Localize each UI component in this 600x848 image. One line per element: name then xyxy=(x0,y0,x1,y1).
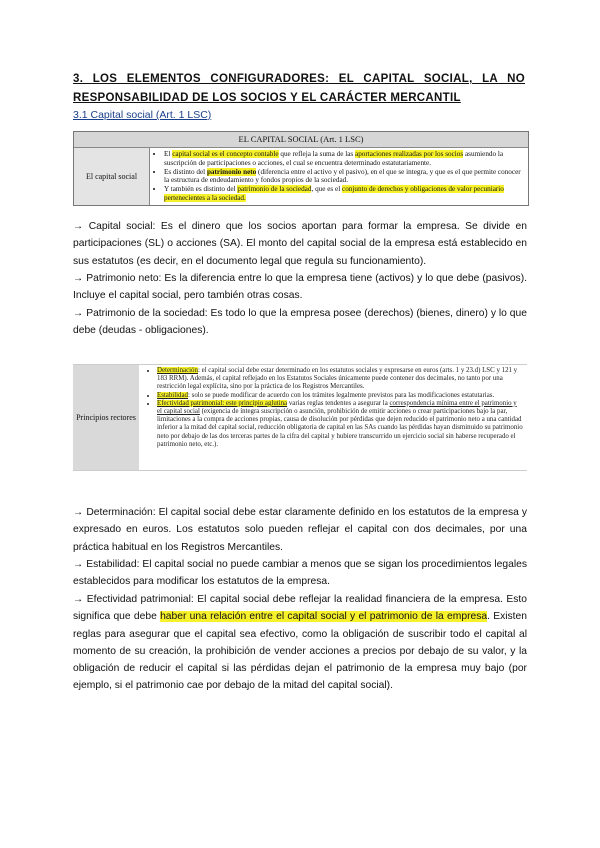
table-row-content xyxy=(139,365,527,470)
paragraph-estabilidad: → Estabilidad: El capital social no puede cambiar a menos que se sigan los procedimientos legales establecidos para modificar los estatutos de la empresa. xyxy=(73,559,527,588)
principios-rectores-table xyxy=(73,364,527,471)
section-heading-line1: 3. LOS ELEMENTOS CONFIGURADORES: EL CAPITAL SOCIAL, LA NO xyxy=(73,73,525,85)
list-item: • Y también es distinto del patrimonio de la sociedad, que es el conjunto de derechos y obligaciones de valor pecuniario pertenecientes a la sociedad. xyxy=(164,185,522,203)
subsection-heading: 3.1 Capital social (Art. 1 LSC) xyxy=(73,109,212,121)
paragraph-capital-social: → Capital social: Es el dinero que los socios aportan para formar la empresa. Se divide en participaciones (SL) o acciones (SA). El monto del capital social de la empresa está establecido en sus estatutos (es decir, en el documento legal que regula su funcionamiento). xyxy=(73,221,527,267)
section-heading-line2: RESPONSABILIDAD DE LOS SOCIOS Y EL CARÁCTER MERCANTIL xyxy=(73,92,461,104)
table-row-label: El capital social xyxy=(74,148,150,205)
list-item: • Efectividad patrimonial: este principio aglutina varias reglas tendentes a asegurar la correspondencia mínima entre el patrimonio y el capital social (exigencia de íntegra suscripción o asunción, prohibición de emitir acciones o crear participaciones bajo la par, limitaciones a la compra de acciones propias, causa de disolución por pérdidas que dejen reducido el patrimonio neto a una cantidad inferior a la mitad del capital social, reducción obligatoria de capital en las SAs cuando las pérdidas hayan disminuido su patrimonio neto por debajo de las dos terceras partes de la cifra del capital y hubiere transcurrido un ejercicio social sin haberse recuperado el patrimonio neto, etc.). xyxy=(157,400,523,449)
list-item: • Determinación: el capital social debe estar determinado en los estatutos sociales y expresarse en euros (arts. 1 y 23.d) LSC y 121 y 183 RRM). Además, el capital reflejado en los Estatutos Sociales únicamente puede contener dos decimales, no tanto por una restricción legal explícita, sino por la práctica de los Registros Mercantiles. xyxy=(157,367,523,392)
table-row-label: Principios rectores xyxy=(73,365,139,470)
paragraph-patrimonio-sociedad: → Patrimonio de la sociedad: Es todo lo que la empresa posee (derechos) (bienes, dinero) y lo que debe (deudas - obligaciones). xyxy=(73,308,527,337)
capital-social-table xyxy=(73,131,529,206)
paragraph-efectividad: → Efectividad patrimonial: El capital social debe reflejar la realidad financiera de la empresa. Esto significa que debe haber una relación entre el capital social y el patrimonio de la empresa. Existen reglas para asegurar que el capital sea efectivo, como la obligación de suscribir todo el capital al momento de su creación, la prohibición de vender acciones a precios por debajo de su valor, y la obligación de reducir el capital si las pérdidas dejan el patrimonio de la empresa muy bajo (por ejemplo, si el patrimonio cae por debajo de la mitad del capital social). xyxy=(73,594,527,692)
paragraph-patrimonio-neto: → Patrimonio neto: Es la diferencia entre lo que la empresa tiene (activos) y lo que debe (pasivos). Incluye el capital social, pero también otras cosas. xyxy=(73,273,527,302)
table-header: EL CAPITAL SOCIAL (Art. 1 LSC) xyxy=(74,132,528,148)
paragraph-determinacion: → Determinación: El capital social debe estar claramente definido en los estatutos de la empresa y expresado en euros. Los estatutos solo pueden reflejar el capital con dos decimales, por una práctica habitual en los Registros Mercantiles. xyxy=(73,507,527,553)
table-row-content xyxy=(150,148,528,205)
list-item: • El capital social es el concepto contable que refleja la suma de las aportaciones realizadas por los socios asumiendo la suscripción de participaciones o acciones, el cual se encuentra determinado estatutariamente. xyxy=(164,150,522,168)
list-item: • Es distinto del patrimonio neto (diferencia entre el activo y el pasivo), en el que se integra, y que es el que permite conocer la estructura de endeudamiento y fondos propios de la sociedad. xyxy=(164,168,522,186)
table-row xyxy=(74,148,528,205)
section-heading xyxy=(73,70,525,108)
list-item: • Estabilidad: solo se puede modificar de acuerdo con los trámites legalmente previstos para las modificaciones estatutarias. xyxy=(157,392,523,400)
